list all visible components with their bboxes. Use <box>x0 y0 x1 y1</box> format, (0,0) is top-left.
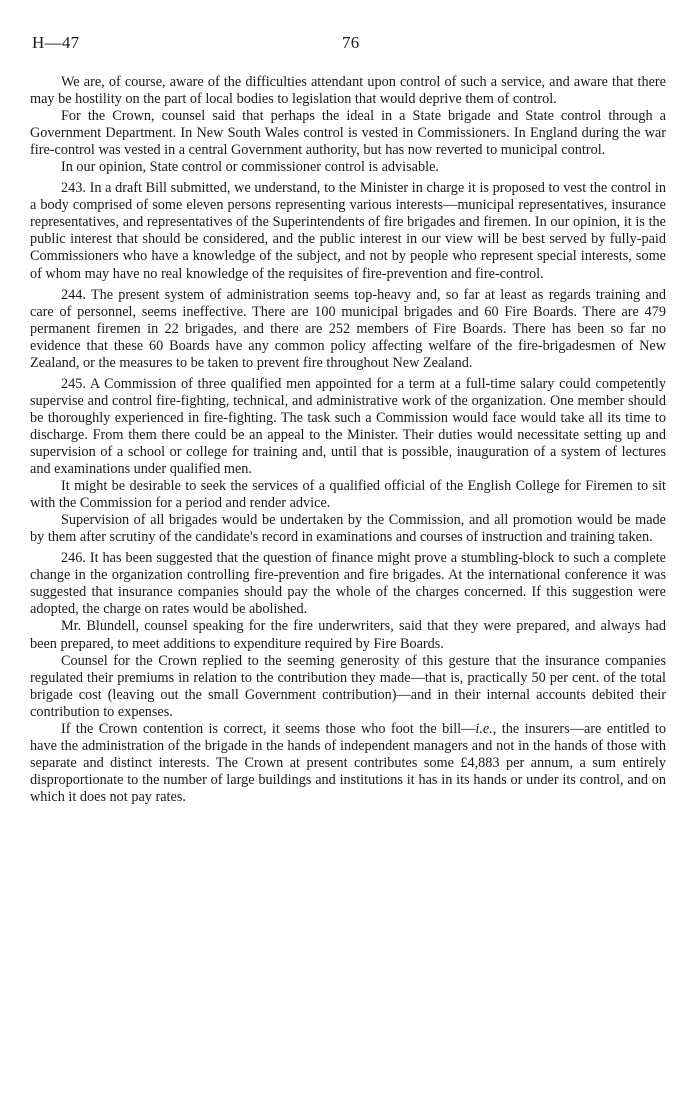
page-number: 76 <box>342 33 360 52</box>
italic-abbreviation: i.e. <box>475 720 493 737</box>
page-header <box>32 33 666 57</box>
paragraph: We are, of course, aware of the difficulties attendant upon control of such a service, and aware that there may be hostility on the part of local bodies to legislation that would deprive them of control. <box>30 74 666 108</box>
paragraph-245: 245. A Commission of three qualified men appointed for a term at a full-time salary could competently supervise and control fire-fighting, technical, and administrative work of the organization. One member should be thoroughly experienced in fire-fighting. The task such a Commission would face would take all its time to discharge. From them there could be an appeal to the Minister. Their duties would necessitate setting up and supervision of a school or college for training and, until that is possible, inauguration of a system of lectures and examinations under qualified men. <box>30 375 666 478</box>
paragraph: Counsel for the Crown replied to the seeming generosity of this gesture that the insurance companies regulated their premiums in relation to the contribution they made—that is, practically 50 per cent. of the total brigade cost (leaving out the small Government contribution)—and in their internal accounts debited their contribution to expenses. <box>30 652 666 720</box>
paragraph-text-end: , the insurers—are entitled to have the administration of the brigade in the hands of independent managers and not in the hands of those with separate and distinct interests. The Crown at present contributes some £4,883 per annum, a sum entirely disproportionate to the number of large buildings and institutions it has in its hands or under its control, and on which it does not pay rates. <box>30 720 666 805</box>
paragraph-text-start: If the Crown contention is correct, it seems those who foot the bill— <box>61 720 476 737</box>
paragraph: It might be desirable to seek the services of a qualified official of the English College for Firemen to sit with the Commission for a period and render advice. <box>30 478 666 512</box>
body-text <box>30 74 666 806</box>
paragraph: For the Crown, counsel said that perhaps the ideal in a State brigade and State control through a Government Department. In New South Wales control is vested in Commissioners. In England during the war fire-control was vested in a central Government authority, but has now reverted to municipal control. <box>30 108 666 159</box>
paragraph: Supervision of all brigades would be undertaken by the Commission, and all promotion would be made by them after scrutiny of the candidate's record in examinations and courses of instruction and training taken. <box>30 512 666 546</box>
paragraph-243: 243. In a draft Bill submitted, we understand, to the Minister in charge it is proposed to vest the control in a body comprised of some eleven persons representing various interests—municipal representatives, insurance representatives, and representatives of the Superintendents of fire brigades and firemen. In our opinion, it is the public interest that should be considered, and the public interest in our view will be best served by fully-paid Commissioners who have a knowledge of the subject, and not by people who represent special interests, some of whom may have no real knowledge of the requisites of fire-prevention and fire-control. <box>30 180 666 282</box>
paragraph: Mr. Blundell, counsel speaking for the fire underwriters, said that they were prepared, and always had been prepared, to meet additions to expenditure required by Fire Boards. <box>30 618 666 652</box>
document-reference: H—47 <box>32 33 80 52</box>
paragraph-246: 246. It has been suggested that the question of finance might prove a stumbling-block to such a complete change in the organization controlling fire-prevention and fire brigades. At the international conference it was suggested that insurance companies should pay the whole of the charges concerned. If this suggestion were adopted, the charge on rates would be abolished. <box>30 550 666 618</box>
paragraph-244: 244. The present system of administration seems top-heavy and, so far at least as regards training and care of personnel, seems ineffective. There are 100 municipal brigades and 60 Fire Boards. There are 479 permanent firemen in 22 brigades, and there are 252 members of Fire Boards. There has been so far no evidence that these 60 Boards have any common policy affecting welfare of the fire-brigadesmen of New Zealand, or the measures to be taken to prevent fire throughout New Zealand. <box>30 286 666 371</box>
paragraph <box>30 721 666 806</box>
paragraph: In our opinion, State control or commissioner control is advisable. <box>61 159 439 176</box>
